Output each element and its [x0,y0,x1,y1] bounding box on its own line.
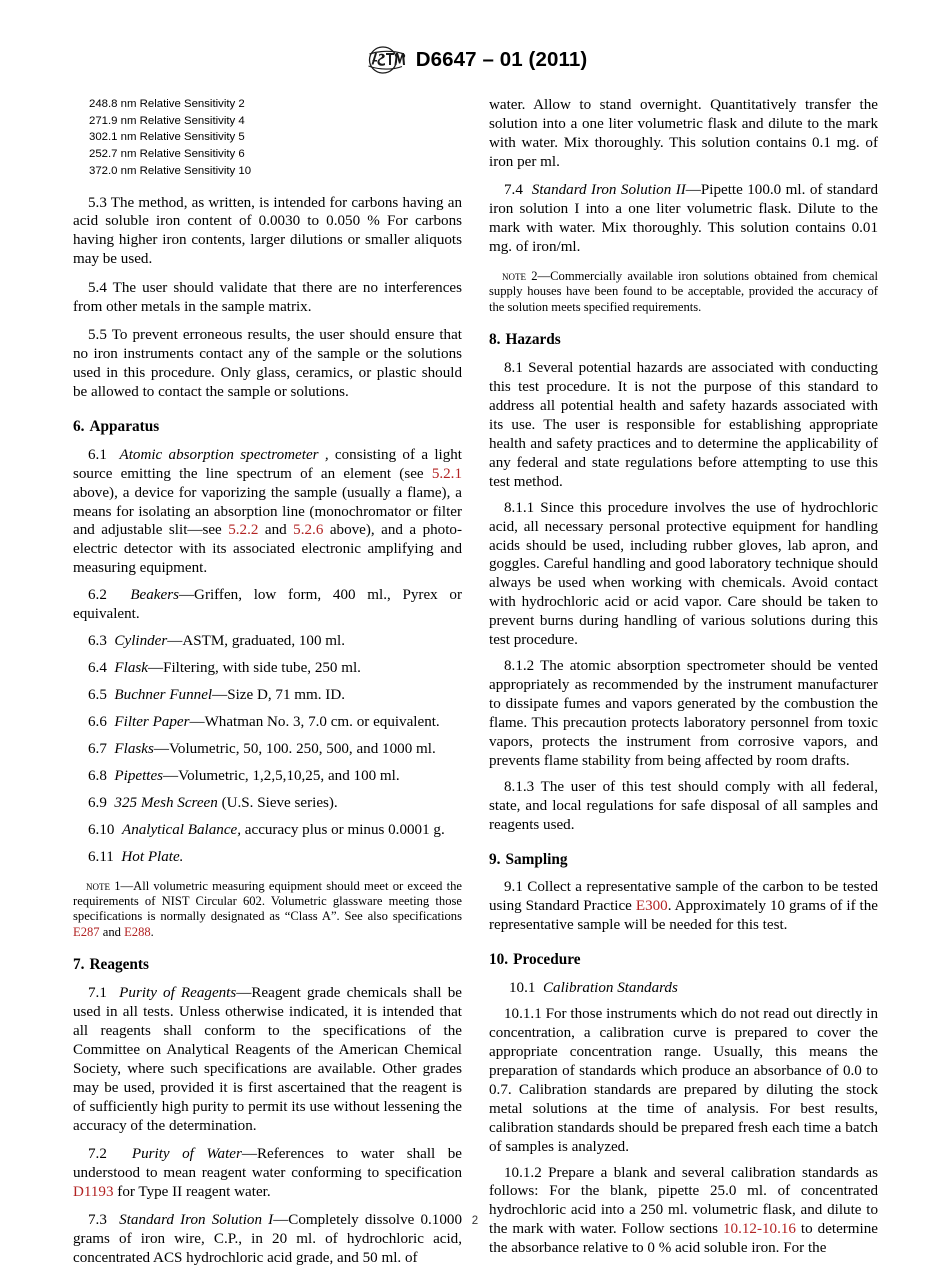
section-title: Reagents [89,956,149,974]
section-heading-apparatus [73,418,462,436]
item-term: Analytical Balance, [121,821,242,838]
paragraph-10-1 [489,979,878,998]
reference-link-e300[interactable]: E300 [635,898,668,915]
apparatus-item-6-6: 6.6 Filter Paper—Whatman No. 3, 7.0 cm. or equivalent. [88,713,440,730]
note-1: note 1—All volumetric measuring equipment should meet or exceed the requirements of NIST Circular 602. Volumetric glassware meeting those specifications is normally designated as “Class A”. See also specifications E287 and E288. [73,878,462,939]
item-term: Beakers [130,587,179,604]
paragraph-8-1-2: 8.1.2 The atomic absorption spectrometer should be vented appropriately as recommended by the instrument manufacturer to dissipate fumes and vapors generated by the combustion the flame. This precaution protects laboratory personnel from toxic vapors, protects the instrument from corrosive vapors, and prevents flame stability from being affected by room drafts. [489,658,878,769]
item-number: 6.9 [88,794,107,811]
relative-sensitivity-list [73,96,462,180]
reference-link-e287[interactable]: E287 [73,924,100,939]
page-header [0,44,950,76]
item-number: 6.2 [88,587,107,604]
item-number: 6.10 [88,821,115,838]
item-number: 7.3 [88,1212,107,1229]
item-term: Filter Paper [114,713,190,730]
item-number: 6.3 [88,633,107,650]
section-number: 8. [489,331,501,349]
section-title: Apparatus [89,417,160,435]
item-term: Flask [114,660,148,677]
item-term: 325 Mesh Screen [114,794,218,811]
astm-logo-icon [363,44,407,76]
item-term: Purity of Water [131,1146,242,1163]
paragraph-7-3: 7.3 Standard Iron Solution I—Completely dissolve 0.1000 grams of iron wire, C.P., in 20 ml. of hydrochloric acid, concentrated ACS hydrochloric acid grade, and 50 ml. of [73,1212,462,1267]
item-term: Pipettes [114,767,164,784]
page-number: 2 [471,1215,479,1227]
section-title: Sampling [505,850,568,868]
reference-link-e288[interactable]: E288 [124,924,151,939]
note-label: note [502,269,526,283]
reference-link-10-12-10-16[interactable]: 10.12-10.16 [723,1221,796,1238]
reference-link-5-2-6[interactable]: 5.2.6 [293,522,324,539]
section-number: 6. [73,417,85,435]
item-term: Buchner Funnel [114,687,213,704]
note-2: note 2—Commercially available iron solutions obtained from chemical supply houses have been found to be acceptable, provided the accuracy of the solution meets specified requirements. [489,269,879,314]
note-number: 1 [110,878,121,893]
apparatus-item-6-11 [73,848,462,867]
section-number: 7. [73,956,85,974]
item-number: 10.1 [509,980,536,997]
item-term: Standard Iron Solution I [119,1212,274,1229]
section-heading-reagents [73,956,462,974]
apparatus-item-6-7: 6.7 Flasks—Volumetric, 50, 100. 250, 500, and 1000 ml. [88,740,436,757]
page-columns [73,96,879,1267]
right-column [489,96,879,1257]
section-heading-sampling [489,851,878,869]
paragraph-7-1: 7.1 Purity of Reagents—Reagent grade chemicals shall be used in all tests. Unless otherwise indicated, it is intended that all reagents shall conform to the specifications of the Committee on Analytical Reagents of the American Chemical Society, where such specifications are available. Other grades may be used, provided it is first ascertained that the reagent is of sufficiently high purity to permit its use without lessening the accuracy of the determination. [73,985,463,1134]
section-number: 9. [489,850,501,868]
item-term: Purity of Reagents [119,985,237,1002]
section-title: Procedure [513,951,581,969]
item-number: 6.4 [88,660,107,677]
apparatus-item-6-8: 6.8 Pipettes—Volumetric, 1,2,5,10,25, and 100 ml. [88,767,400,784]
apparatus-item-6-5: 6.5 Buchner Funnel—Size D, 71 mm. ID. [88,687,345,704]
sensitivity-line: 271.9 nm Relative Sensitivity 4 [89,114,245,127]
apparatus-item-6-3: 6.3 Cylinder—ASTM, graduated, 100 ml. [88,633,345,650]
sensitivity-line: 372.0 nm Relative Sensitivity 10 [89,164,252,177]
document-title: D6647 – 01 (2011) [415,48,588,71]
paragraph-5-3: 5.3 The method, as written, is intended for carbons having an acid soluble iron content of 0.0030 to 0.050 % For carbons having higher iron contents, larger dilutions or smaller aliquots may be used. [73,194,462,268]
paragraph-7-2: 7.2 Purity of Water—References to water shall be understood to mean reagent water conforming to specification D1193 for Type II reagent water. [73,1146,462,1201]
paragraph-8-1: 8.1 Several potential hazards are associated with conducting this test procedure. It is not the purpose of this standard to address all potential health and safety hazards associated with its use. The user is responsible for establishing appropriate health and safety practices and to determine the applicability of any federal and state regulations before attempting to use this test method. [489,360,878,490]
item-number: 9.1 [504,879,523,896]
section-title: Hazards [505,331,561,349]
reference-link-d1193[interactable]: D1193 [73,1184,114,1201]
item-number: 6.7 [88,740,107,757]
section-number: 10. [489,951,509,969]
item-number: 6.1 [88,446,107,463]
item-number: 7.4 [504,182,523,199]
item-term: Cylinder [114,633,168,650]
item-number: 6.11 [88,848,114,865]
paragraph-10-1-1: 10.1.1 For those instruments which do not read out directly in concentration, a calibration curve is prepared to cover the appropriate concentration range. Usually, this means the preparation of standards which produce an absorbance of 0.0 to 0.7. Calibration standards are prepared by diluting the stock metal solutions at the time of analysis. For best results, calibration standards should be prepared fresh each time a batch of samples is analyzed. [489,1006,878,1155]
apparatus-item-6-4: 6.4 Flask—Filtering, with side tube, 250 ml. [88,660,361,677]
item-number: 7.1 [88,985,107,1002]
paragraph-5-5: 5.5 To prevent erroneous results, the user should ensure that no iron instruments contact any of the sample or the solutions used in this procedure. Only glass, ceramics, or plastic should be allowed to contact the sample or solutions. [73,327,462,400]
item-term: Atomic absorption spectrometer , [119,446,329,463]
item-term: Flasks [114,740,154,757]
item-term: Hot Plate. [121,848,184,865]
paragraph-8-1-1: 8.1.1 Since this procedure involves the use of hydrochloric acid, all necessary personal protective equipment for handling acids should be used, including rubber gloves, lab apron, and goggles. Careful handling and good laboratory technique should always be used when working with chemicals. Avoid contact with hydrochloric acid or acid vapor. Care should be taken to prevent burns during handling of various solutions during this test procedure. [489,499,878,649]
paragraph-6-1: 6.1 Atomic absorption spectrometer , consisting of a light source emitting the line spectrum of an element (see 5.2.1 above), a device for vaporizing the sample (usually a flame), a means for isolating an absorption line (monochromator or filter and adjustable slit—see 5.2.2 and 5.2.6 above), and a photo-electric detector with its associated electronic amplifying and measuring equipment. [73,446,462,577]
sensitivity-line: 302.1 nm Relative Sensitivity 5 [89,131,245,144]
apparatus-item-6-2: 6.2 Beakers—Griffen, low form, 400 ml., Pyrex or equivalent. [73,587,462,623]
sensitivity-line: 248.8 nm Relative Sensitivity 2 [89,98,245,110]
paragraph-9-1: 9.1 Collect a representative sample of the carbon to be tested using Standard Practice E300. Approximately 10 grams of if the representative sample will be needed for this test. [489,879,878,934]
sensitivity-line: 252.7 nm Relative Sensitivity 6 [89,148,245,161]
item-number: 6.6 [88,713,107,730]
note-number: 2 [526,269,538,283]
left-column [73,96,463,1267]
item-number: 7.2 [88,1146,107,1163]
paragraph-8-1-3: 8.1.3 The user of this test should comply with all federal, state, and local regulations for safe disposal of all samples and reagents used. [489,778,878,833]
reference-link-5-2-2[interactable]: 5.2.2 [228,522,259,539]
paragraph-7-4: 7.4 Standard Iron Solution II—Pipette 100.0 ml. of standard iron solution I into a one liter volumetric flask. Dilute to the mark with water. Mix thoroughly. This solution contains 0.01 mg. of iron/ml. [489,182,878,256]
item-number: 6.8 [88,767,107,784]
section-heading-procedure [489,951,878,969]
reference-link-5-2-1[interactable]: 5.2.1 [431,465,462,482]
item-term: Standard Iron Solution II [531,182,686,199]
paragraph-7-3-continued: water. Allow to stand overnight. Quantitatively transfer the solution into a one liter volumetric flask and dilute to the mark with water. Mix thoroughly. This solution contains 0.1 mg. of iron per ml. [489,97,878,170]
item-term: Calibration Standards [542,980,678,997]
apparatus-item-6-10: 6.10 Analytical Balance, accuracy plus or minus 0.0001 g. [88,821,445,838]
apparatus-item-6-9: 6.9 325 Mesh Screen (U.S. Sieve series). [88,794,338,811]
item-number: 6.5 [88,687,107,704]
paragraph-5-4: 5.4 The user should validate that there are no interferences from other metals in the sample matrix. [73,279,462,315]
note-label: note [86,878,110,893]
paragraph-10-1-2: 10.1.2 Prepare a blank and several calibration standards as follows: For the blank, pipette 25.0 ml. of concentrated hydrochloric acid into a 250 ml. volumetric flask, and dilute to the mark with water. Follow sections 10.12-10.16 to determine the absorbance relative to 0 % acid soluble iron. For the [489,1164,878,1257]
section-heading-hazards [489,331,878,349]
